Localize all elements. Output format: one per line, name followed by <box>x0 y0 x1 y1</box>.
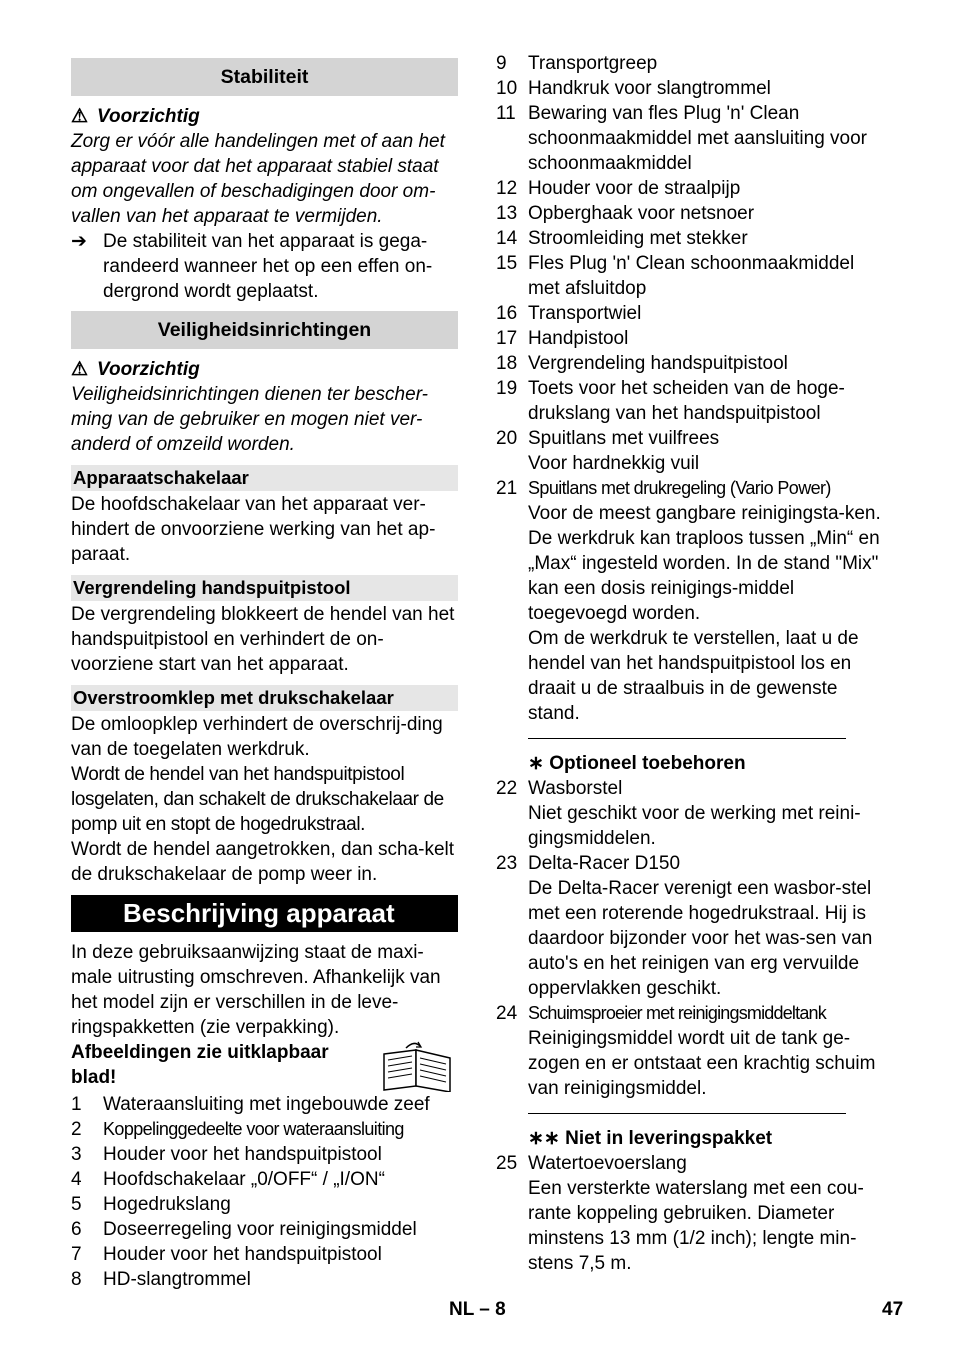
warning-label <box>71 357 458 382</box>
list-item: 19 Toets voor het scheiden van de hoge-drukslang van het handspuitpistool <box>496 378 845 424</box>
item-description: Voor hardnekkig vuil <box>528 453 700 474</box>
list-item: 14 Stroomleiding met stekker <box>496 228 748 249</box>
paragraph: De omloopklep verhindert de overschrij-ding van de toegelaten werkdruk. <box>71 714 443 760</box>
list-item: 21 Spuitlans met drukregeling (Vario Power) <box>496 478 831 499</box>
chapter-heading-beschrijving: Beschrijving apparaat <box>71 895 458 932</box>
warning-paragraph: Zorg er vóór alle handelingen met of aan het apparaat voor dat het apparaat stabiel staat om ongevallen of beschadigingen door om-vallen van het apparaat te vermijden. <box>71 131 445 227</box>
right-column <box>496 51 888 1276</box>
list-item: 9 Transportgreep <box>496 53 658 74</box>
list-item: 23 Delta-Racer D150 <box>496 853 681 874</box>
section-heading-stabiliteit: Stabiliteit <box>71 58 458 96</box>
list-item: 16 Transportwiel <box>496 303 642 324</box>
footer-language-page: NL – 8 <box>449 1299 506 1320</box>
parts-list-left <box>71 1092 458 1292</box>
figure-reference <box>71 1040 458 1092</box>
arrow-note <box>71 229 458 304</box>
subheading-vergrendeling: Vergrendeling handspuitpistool <box>71 575 458 601</box>
item-description: Niet geschikt voor de werking met reini-gingsmiddelen. <box>528 803 861 849</box>
not-included-heading: ∗∗ Niet in leveringspakket <box>528 1128 773 1149</box>
item-description: De Delta-Racer verenigt een wasbor-stel met een roterende hogedrukstraal. Hij is daardoor bijzonder voor het was-sen van auto's en het reinigen van erg vervuilde oppervlakken geschikt. <box>528 878 873 999</box>
subheading-apparaatschakelaar: Apparaatschakelaar <box>71 465 458 491</box>
section-heading-veiligheid: Veiligheidsinrichtingen <box>71 311 458 349</box>
optional-accessories-heading: ∗ Optioneel toebehoren <box>528 753 746 774</box>
warning-label <box>71 104 458 129</box>
arrow-note-text: De stabiliteit van het apparaat is gega-randeerd wanneer het op een effen on-dergrond wordt geplaatst. <box>103 231 433 302</box>
warning-text-label: Voorzichtig <box>97 359 200 380</box>
subheading-overstroomklep: Overstroomklep met drukschakelaar <box>71 685 458 711</box>
warning-triangle-icon: ⚠ <box>71 359 89 380</box>
list-item: 17 Handpistool <box>496 328 629 349</box>
divider <box>528 738 846 739</box>
divider <box>528 1113 846 1114</box>
foldout-book-icon <box>376 1040 458 1092</box>
list-item: 18 Vergrendeling handspuitpistool <box>496 353 788 374</box>
list-item: 3 Houder voor het handspuitpistool <box>71 1144 382 1165</box>
list-item: 4 Hoofdschakelaar „0/OFF“ / „I/ON“ <box>71 1169 385 1190</box>
paragraph: Wordt de hendel aangetrokken, dan scha-kelt de drukschakelaar de pomp weer in. <box>71 839 455 885</box>
list-item: 15 Fles Plug 'n' Clean schoonmaakmiddel met afsluitdop <box>496 253 855 299</box>
warning-triangle-icon: ⚠ <box>71 106 89 127</box>
list-item: 6 Doseerregeling voor reinigingsmiddel <box>71 1219 417 1240</box>
paragraph: De vergrendeling blokkeert de hendel van het handspuitpistool en verhindert de on-voorziene start van het apparaat. <box>71 604 455 675</box>
item-description: Voor de meest gangbare reinigingsta-ken. De werkdruk kan traploos tussen „Min“ en „Max“ ingesteld worden. In de stand "Mix" kan een dosis reinigings-middel toegevoegd worden. <box>528 503 881 624</box>
figure-reference-label: Afbeeldingen zie uitklapbaar blad! <box>71 1042 329 1088</box>
list-item: 8 HD-slangtrommel <box>71 1269 251 1290</box>
list-item: 1 Wateraansluiting met ingebouwde zeef <box>71 1094 430 1115</box>
paragraph: De hoofdschakelaar van het apparaat ver-hindert de onvoorziene werking van het ap-paraat. <box>71 494 436 565</box>
warning-paragraph: Veiligheidsinrichtingen dienen ter bescher-ming van de gebruiker en mogen niet ver-anderd of omzeild worden. <box>71 384 429 455</box>
paragraph: In deze gebruiksaanwijzing staat de maxi-male uitrusting omschreven. Afhankelijk van het model zijn er verschillen in de leve-ringspakketten (zie verpakking). <box>71 942 441 1038</box>
list-item: 5 Hogedrukslang <box>71 1194 231 1215</box>
left-column <box>71 51 458 1292</box>
arrow-right-icon: ➔ <box>71 231 87 252</box>
paragraph: Wordt de hendel van het handspuitpistool losgelaten, dan schakelt de drukschakelaar de pomp uit en stopt de hogedrukstraal. <box>71 764 444 835</box>
list-item: 10 Handkruk voor slangtrommel <box>496 78 771 99</box>
list-item: 13 Opberghaak voor netsnoer <box>496 203 755 224</box>
item-description: Reinigingsmiddel wordt uit de tank ge-zogen en er ontstaat een krachtig schuim van reinigingsmiddel. <box>528 1028 876 1099</box>
page-number: 47 <box>882 1299 904 1320</box>
double-asterisk-icon: ∗∗ <box>528 1128 566 1149</box>
asterisk-icon: ∗ <box>528 753 550 774</box>
list-item: 24 Schuimsproeier met reinigingsmiddeltank <box>496 1003 826 1024</box>
list-item: 12 Houder voor de straalpijp <box>496 178 741 199</box>
list-item: 2 Koppelinggedeelte voor wateraansluiting <box>71 1119 404 1140</box>
list-item: 20 Spuitlans met vuilfrees <box>496 428 720 449</box>
item-description: Om de werkdruk te verstellen, laat u de hendel van het handspuitpistool los en draait u de straalbuis in de gewenste stand. <box>528 628 859 724</box>
warning-text-label: Voorzichtig <box>97 106 200 127</box>
list-item: 7 Houder voor het handspuitpistool <box>71 1244 382 1265</box>
list-item: 22 Wasborstel <box>496 778 623 799</box>
item-description: Een versterkte waterslang met een cou-rante koppeling gebruiken. Diameter minstens 13 mm (1/2 inch); lengte min-stens 7,5 m. <box>528 1178 864 1274</box>
list-item: 11 Bewaring van fles Plug 'n' Clean schoonmaakmiddel met aansluiting voor schoonmaakmiddel <box>496 103 868 174</box>
list-item: 25 Watertoevoerslang <box>496 1153 687 1174</box>
